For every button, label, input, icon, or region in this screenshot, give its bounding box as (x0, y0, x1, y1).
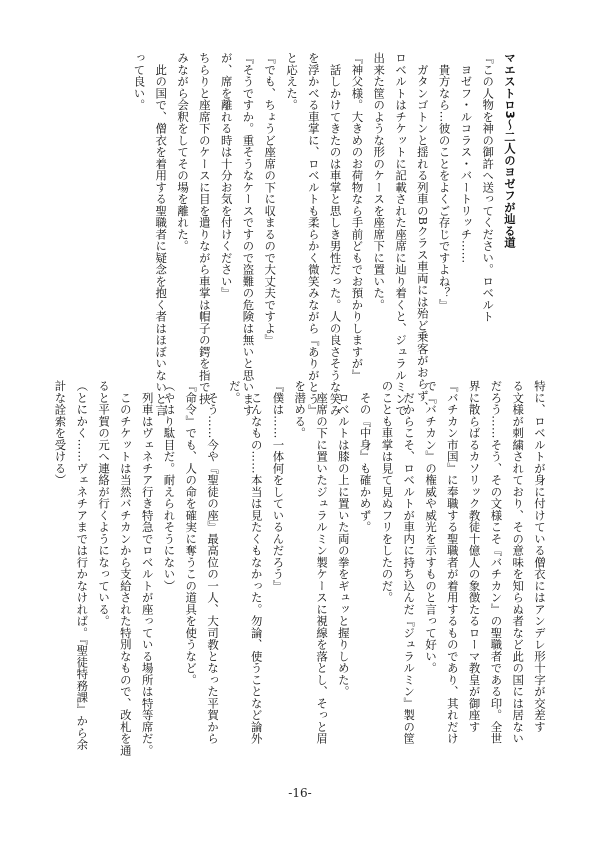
text-line: このチケットは当然バチカンから支給された特別なもので、改札を通 (118, 380, 133, 756)
text-line: その『中身』も確かめず。 (358, 380, 373, 533)
text-line: （とにかく……ヴェネチアまでは行かなければ。『聖徒特務課』から余 (75, 380, 90, 751)
text-line: 『バチカン市国』に奉職する聖職者が着用するものであり、其れだけ (445, 380, 460, 745)
text-line: こんなもの……本当は見たくもなかった。勿論、使うことなど論外 (249, 380, 264, 745)
text-line: る文様が刺繍されており、その意味を知らぬ者など此の国には居ない (511, 380, 526, 745)
text-line: 此の国で、僧衣を着用する聖職者に疑念を抱く者はほぼいないと言 (154, 52, 169, 417)
text-line: 話しかけてきたのは車掌と思しき男性だった。人の良さそうな笑み (328, 52, 343, 417)
text-line: だからこそ、ロベルトが車内に持ち込んだ『ジュラルミン』製の筐 (402, 380, 417, 745)
text-line: を潜める。 (293, 380, 308, 439)
text-line: って良い。 (132, 52, 147, 111)
text-line: ちらりと座席下のケースに目を遣りながら車掌は帽子の鍔を指で挟 (197, 52, 212, 405)
text-line: 『神父様。大きめのお荷物なら手前どもでお預かりしますが』 (350, 52, 365, 381)
text-line: のことも車掌は見て見ぬフリをしたのだ。 (380, 380, 395, 604)
text-line: で『バチカン』の権威や威光を示すものと言って好い。 (424, 380, 439, 674)
bottom-text-block (53, 380, 550, 775)
text-line: 座席の下に置いたジュラルミン製ケースに視線を落とし、そっと眉 (315, 380, 330, 745)
text-line: ロベルトはチケットに記載された座席に辿り着くと、ジュラルミンで (394, 52, 409, 417)
text-line: を浮かべる車掌に、ロベルトも柔らかく微笑みながら『ありがとう』 (306, 52, 321, 417)
text-line: 出来た筐のような形のケースを座席下に置いた。 (372, 52, 387, 311)
text-line: 特に、ロベルトが身に付けている僧衣にはアンデレ形十字が交差す (533, 380, 547, 733)
text-line: と応えた。 (285, 52, 300, 111)
chapter-title: マエストロ3～二人のヨゼフが辿る道 (503, 52, 517, 249)
text-line: 『この人物を神の御許へ送ってください。ロベルト (481, 52, 496, 323)
text-line: 『僕は……一体何をしているんだろう』 (271, 380, 286, 592)
text-line: 計な詮索を受ける） (53, 380, 68, 486)
text-line: だ。 (227, 380, 242, 404)
page-number: -16- (288, 786, 312, 800)
text-line: そう……今や『聖徒の座』最高位の一人、大司教となった平賀から (206, 380, 221, 745)
text-line: ヨゼフ・ルコラス・バートリッチ…… (459, 52, 474, 264)
text-line: ると平賀の元へ連絡が行くようになっている。 (97, 380, 112, 627)
text-line: 界に散らばるカソリック教徒十億人の象徴たるローマ教皇が御座す (467, 380, 482, 733)
text-line: だろう……そう、その文様こそ『バチカン』の聖職者である印。全世 (489, 380, 504, 745)
text-line: が、席を離れる時は十分お気を付けください』 (219, 52, 234, 299)
text-line: 『そうですか。重そうなケースですので盗難の危険は無いと思います (241, 52, 256, 417)
text-line: 『でも、ちょうど座席の下に収まるので大丈夫ですよ』 (263, 52, 278, 346)
text-line: 列車はヴェネチア行き特急でロベルトが座っている場所は特等席だ。 (140, 380, 155, 756)
text-line: ロベルトは膝の上に置いた両の拳をギュッと握りしめた。 (336, 380, 351, 698)
text-line: 『命令』でも、人の命を確実に奪うこの道具を使うなど。 (184, 380, 199, 686)
text-line: みながら会釈をしてその場を離れた。 (176, 52, 191, 252)
text-line: 貴方なら…彼のことをよくご存じですよね？』 (437, 52, 452, 311)
text-line: （やはり駄目だ。耐えられそうにない） (162, 380, 177, 592)
text-line: ガタンゴトンと揺れる列車のBクラス車両には殆ど乗客がおらず、 (415, 52, 430, 414)
